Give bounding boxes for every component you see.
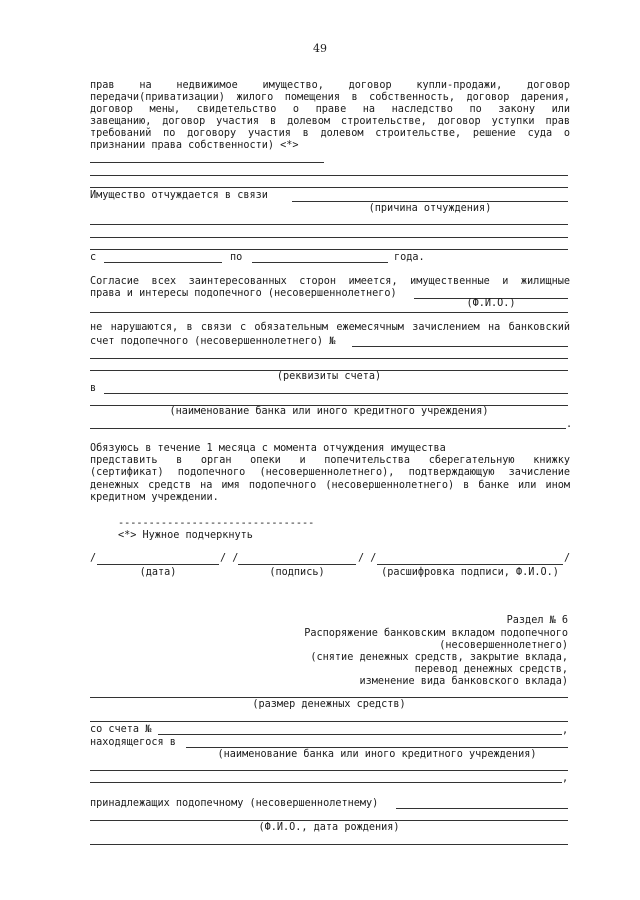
date-caption: (дата)	[139, 567, 177, 578]
bank-caption-2: (наименование банка или иного кредитного учреждения)	[217, 749, 537, 760]
footnote-text: <*> Нужное подчеркнуть	[118, 530, 253, 541]
blank-line	[90, 175, 568, 176]
decode-caption: (расшифровка подписи, Ф.И.О.)	[381, 567, 559, 578]
blank-line	[90, 312, 568, 313]
amount-field	[90, 697, 568, 698]
reason-field	[292, 201, 568, 202]
from-label: с	[90, 252, 97, 263]
fio-caption: (Ф.И.О.)	[466, 298, 516, 309]
text-line: Обязуюсь в течение 1 месяца с момента отчуждения имущества	[90, 443, 446, 454]
section-heading: перевод денежных средств,	[414, 664, 568, 675]
footnote-rule: --------------------------------	[118, 518, 315, 529]
date-field	[97, 564, 219, 565]
section-heading: (снятие денежных средств, закрытие вклада,	[310, 652, 568, 663]
blank-line	[90, 358, 568, 359]
text-line: договор мены, свидетельство о праве на наследство по закону или	[90, 104, 570, 115]
text-line: (сертификат) подопечного (несовершеннолетнего), подтверждающую зачисление	[90, 467, 570, 478]
blank-line	[90, 249, 568, 250]
person-caption: (Ф.И.О., дата рождения)	[258, 822, 400, 833]
bank-field	[104, 393, 568, 394]
text-line: признании права собственности) <*>	[90, 140, 299, 151]
amount-caption: (размер денежных средств)	[252, 699, 406, 710]
bank-caption: (наименование банка или иного кредитного учреждения)	[169, 406, 489, 417]
blank-line	[90, 820, 568, 821]
account-caption: (реквизиты счета)	[276, 371, 382, 382]
text-line: кредитном учреждении.	[90, 492, 219, 503]
years-label: года.	[394, 252, 425, 263]
blank-line	[90, 844, 568, 845]
blank-line	[90, 428, 566, 429]
text-line: не нарушаются, в связи с обязательным ежемесячным зачислением на банковский	[90, 322, 570, 333]
blank-line	[90, 721, 568, 722]
reason-caption: (причина отчуждения)	[368, 203, 492, 214]
blank-line	[90, 187, 568, 188]
text-line: представить в орган опеки и попечительства сберегательную книжку	[90, 455, 570, 466]
blank-line	[90, 162, 324, 163]
page-number: 49	[313, 42, 327, 55]
located-label: находящегося в	[90, 737, 176, 748]
to-label: по	[230, 252, 243, 263]
text-line: передачи(приватизации) жилого помещения в собственность, договор дарения,	[90, 92, 570, 103]
section-title: Раздел № 6	[506, 615, 568, 626]
alienation-label: Имущество отчуждается в связи	[90, 190, 268, 201]
account-label: со счета №	[90, 724, 152, 735]
in-label: в	[90, 383, 97, 394]
to-date-field	[252, 262, 388, 263]
blank-line	[90, 782, 562, 783]
blank-line	[90, 237, 568, 238]
text-line: Согласие всех заинтересованных сторон имеется, имущественные и жилищные	[90, 276, 570, 287]
document-page: 49 прав на недвижимое имущество, договор купли-продажи, договор передачи(приватизации) жилого помещения в собственность, договор дарения, договор мены, свидетельство о праве на наследство по закону или завещанию, договор участия в долевом строительстве, договор уступки прав требований по договору участия в долевом строительстве, решение суда о признании права собственности) <*> Имущество отчуждается в связи (причина отчуждения) с по года. Согласие всех заинтересованных сторон имеется, имущественные и жилищные права и интересы подопечного (несовершеннолетнего) (Ф.И.О.) не нарушаются, в связи с обязательным ежемесячным зачислением на банковский счет подопечного (несовершеннолетнего) № (реквизиты счета) в (наименование банка или иного кредитного учреждения) . Обязуюсь в течение 1 месяца с момента отчуждения имущества представить в орган опеки и попечительства сберегательную книжку (сертификат) подопечного (несовершеннолетнего), подтверждающую зачисление денежных средств на имя подопечного (несовершеннолетнего) в банке или ином кредитном учреждении. -------------------------------- <*> Нужное подчеркнуть / / / / / / (дата) (подпись) (расшифровка подписи, Ф.И.О.) Раздел № 6 Распоряжение банковским вкладом подопечного (несовершеннолетнего) (снятие денежных средств, закрытие вклада, перевод денежных средств, изменение вида банковского вклада) (размер денежных средств) со счета № , находящегося в (наименование банка или иного кредитного учреждения) , принадлежащих подопечному (несовершеннолетнему) (Ф.И.О., дата рождения)	[0, 0, 640, 900]
text-line: завещанию, договор участия в долевом строительстве, договор уступки прав	[90, 116, 570, 127]
section-heading: Распоряжение банковским вкладом подопечного	[304, 628, 568, 639]
blank-line	[90, 770, 568, 771]
text-line: счет подопечного (несовершеннолетнего) №	[90, 336, 336, 347]
from-date-field	[104, 262, 222, 263]
section-heading: изменение вида банковского вклада)	[359, 676, 568, 687]
decode-field	[377, 564, 563, 565]
text-line: права и интересы подопечного (несовершеннолетнего)	[90, 288, 397, 299]
text-line: денежных средств на имя подопечного (несовершеннолетнего) в банке или ином	[90, 480, 570, 491]
blank-line	[90, 224, 568, 225]
text-line: прав на недвижимое имущество, договор купли-продажи, договор	[90, 80, 570, 91]
belonging-label: принадлежащих подопечному (несовершеннолетнему)	[90, 798, 379, 809]
section-heading: (несовершеннолетнего)	[439, 640, 568, 651]
signature-field	[238, 564, 356, 565]
account-number-field	[352, 346, 568, 347]
belonging-field	[396, 808, 568, 809]
located-field	[186, 747, 568, 748]
text-line: требований по договору участия в долевом строительстве, решение суда о	[90, 128, 570, 139]
account-field	[158, 734, 562, 735]
signature-caption: (подпись)	[269, 567, 325, 578]
